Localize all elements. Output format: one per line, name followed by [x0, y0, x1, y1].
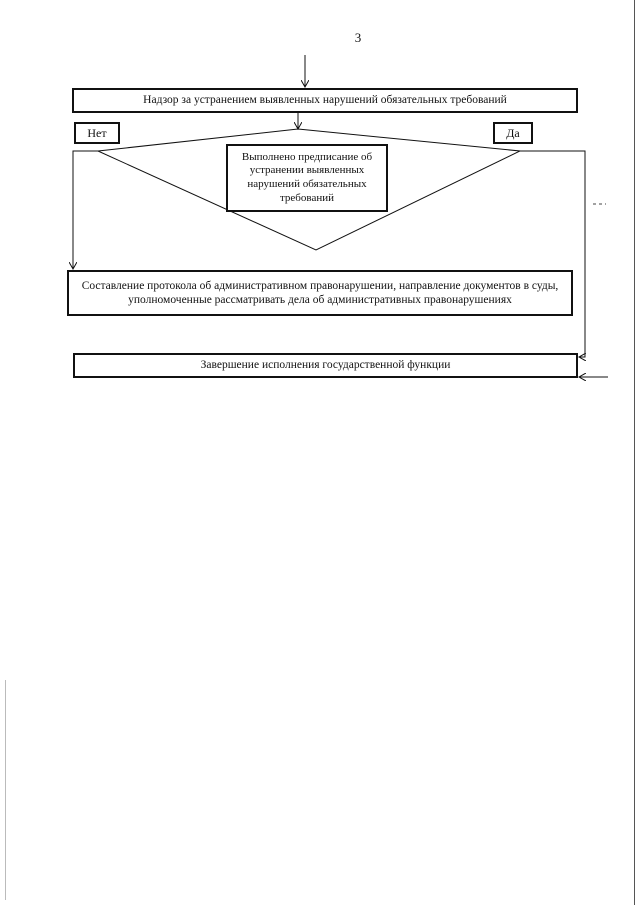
finish-step-box [73, 353, 578, 378]
scan-edge-mark-left [5, 680, 6, 900]
protocol-step-box [67, 270, 573, 316]
yes-branch-label-box [493, 122, 533, 144]
supervision-step-box [72, 88, 578, 113]
decision-question-label: Выполнено предписание об устранении выявленных нарушений обязательных требований [241, 150, 373, 204]
yes-branch-arrow [520, 151, 585, 357]
no-branch-label-box [74, 122, 120, 144]
decision-question-box [226, 144, 388, 212]
yes-branch-label: Да [506, 125, 520, 140]
no-branch-arrow [73, 151, 98, 268]
finish-step-label: Завершение исполнения государственной функции [200, 359, 451, 372]
protocol-step-label: Составление протокола об административном правонарушении, направление документов в суды, уполномоченные рассматривать дела об административных правонарушениях [81, 279, 559, 306]
no-branch-label: Нет [87, 125, 107, 140]
scan-edge-mark [634, 0, 635, 905]
supervision-step-label: Надзор за устранением выявленных нарушений обязательных требований [143, 94, 507, 107]
page-number: 3 [354, 30, 362, 45]
